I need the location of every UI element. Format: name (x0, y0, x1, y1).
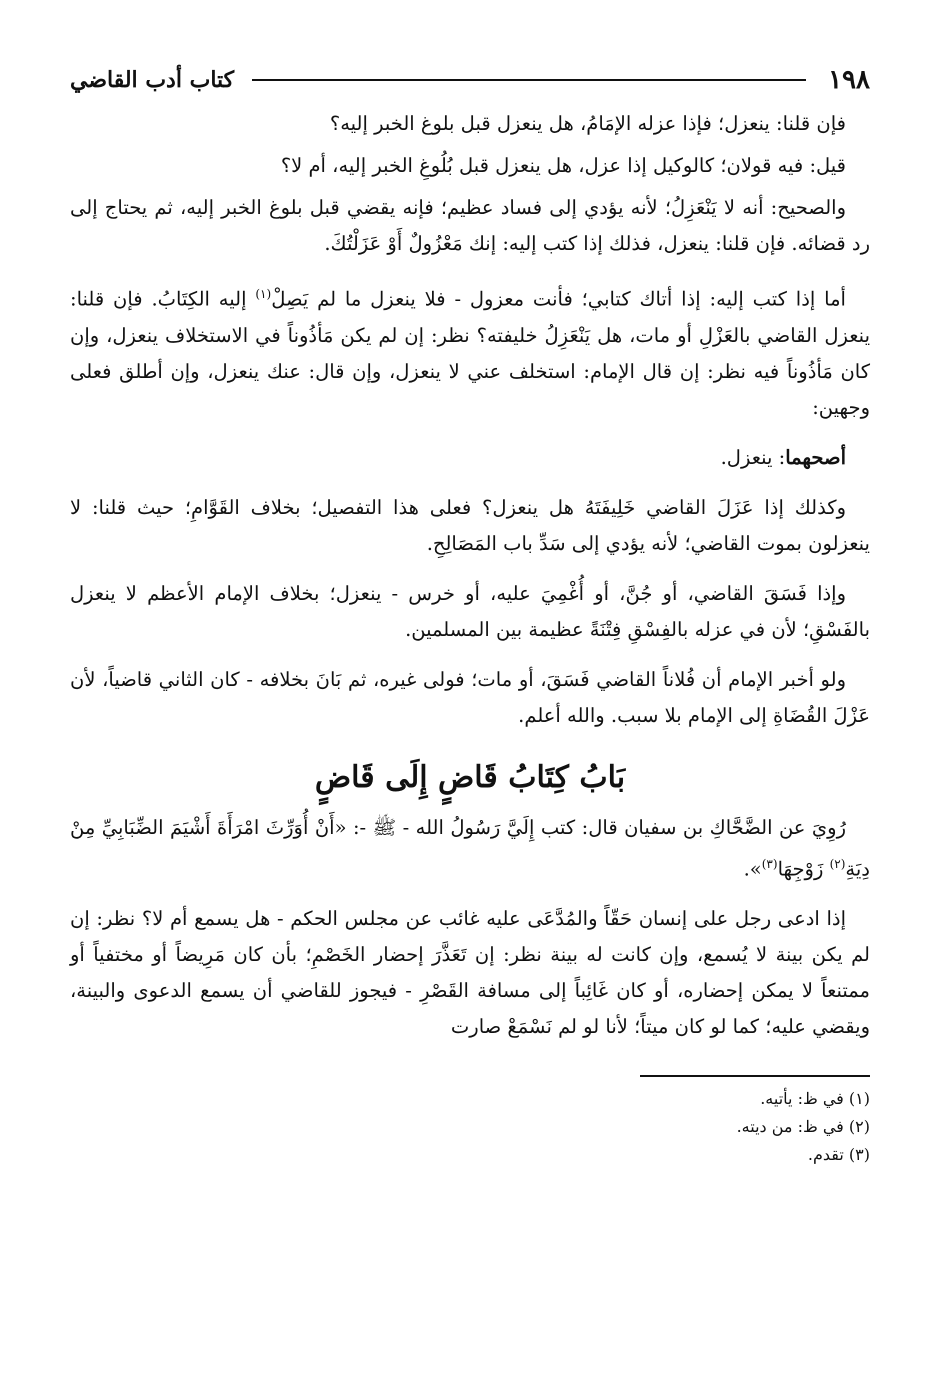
paragraph: فإن قلنا: ينعزل؛ فإذا عزله الإمَامُ، هل ينعزل قبل بلوغ الخبر إليه؟ (329, 112, 846, 135)
footnote: (١) في ظ: يأتيه. (760, 1089, 870, 1108)
paragraph: قيل: فيه قولان؛ كالوكيل إذا عزل، هل ينعزل قبل بُلُوغِ الخبر إليه، أم لا؟ (280, 154, 846, 177)
paragraph-text: زَوْجِهَا (777, 857, 830, 880)
paragraph-text: إليه الكِتَابُ. فإن قلنا: ينعزل القاضي بالعَزْلِ أو مات، هل يَنْعَزِلُ خليفته؟ نظر: إن لم يكن مَأذُوناً في الاستخلاف ينعزل، وإن كان مَأذُوناً فيه نظر: إن قال الإمام: استخلف عني لا ينعزل، وإن قال: عنك ينعزل، وإن أطلق فعلى وجهين: (70, 287, 870, 419)
paragraph: والصحيح: أنه لا يَنْعَزِلُ؛ لأنه يؤدي إلى فساد عظيم؛ فإنه يقضي قبل بلوغ الخبر إليه، ثم يحتاج إلى رد قضائه. فإن قلنا: ينعزل، فذلك إذا كتب إليه: إنك مَعْزُولٌ أَوْ عَزَلْتُكَ. (70, 196, 870, 255)
footnote: (٢) في ظ: من ديته. (736, 1117, 870, 1136)
footnote: (٣) تقدم. (807, 1145, 870, 1164)
paragraph-text: ». (743, 857, 762, 880)
running-book-title: كتاب أدب القاضي (70, 67, 235, 93)
paragraph (70, 810, 870, 888)
page-number: ١٩٨ (828, 65, 870, 95)
main-text (70, 106, 870, 734)
chapter-text (70, 810, 870, 1046)
paragraph: إذا ادعى رجل على إنسان حَقّاً والمُدَّعَى عليه غائب عن مجلس الحكم - هل يسمع أم لا؟ نظر: إن لم يكن بينة لا يُسمع، وإن كانت له بينة نظر: إن تَعَذَّرَ إحضار الخَصْمِ؛ بأن كان مَرِيضاً أو مختفياً أو ممتنعاً لا يمكن إحضاره، أو كان غَائِباً إلى مسافة القَصْرِ - فيجوز للقاضي أن يسمع الدعوى والبينة، ويقضي عليه؛ كما لو كان ميتاً؛ لأنا لو لم نَسْمَعْ صارت (70, 907, 870, 1038)
paragraph: وكذلك إذا عَزَلَ القاضي خَلِيفَتَهُ هل ينعزل؟ فعلى هذا التفصيل؛ بخلاف القَوَّامِ؛ حيث قلنا: لا ينعزلون بموت القاضي؛ لأنه يؤدي إلى سَدِّ باب المَصَالِحِ. (70, 495, 870, 555)
paragraph-text: أما إذا كتب إليه: إذا أتاك كتابي؛ فأنت معزول - فلا ينعزل ما لم يَصِلْ (271, 287, 846, 311)
paragraph-text: رُوِيَ عن الضَّحَّاكِ بن سفيان قال: كتب إِلَيَّ رَسُولُ الله - ﷺ -: «أَنْ أُوَرِّثَ امْرَأَةَ أَشْيَمَ الضِّبَابِيِّ مِنْ دِيَةِ (70, 815, 870, 880)
paragraph (70, 440, 870, 476)
paragraph-text: : ينعزل. (720, 445, 786, 469)
footnote-rule (640, 1075, 870, 1077)
running-header (70, 60, 870, 100)
footnote-marker: (٢) (829, 856, 846, 871)
bold-lead-word: أصحهما (785, 445, 846, 469)
paragraph (70, 276, 870, 426)
book-page (70, 60, 870, 1169)
header-rule (252, 79, 806, 81)
paragraph: ولو أخبر الإمام أن فُلاناً القاضي فَسَقَ، أو مات؛ فولى غيره، ثم بَانَ بخلافه - كان الثاني قاضياً، لأن عَزْلَ القُضَاةِ إلى الإمام بلا سبب. والله أعلم. (70, 667, 870, 727)
chapter-heading: بَابُ كِتَابُ قَاضٍ إِلَى قَاضٍ (314, 759, 626, 795)
paragraph: وإذا فَسَقَ القاضي، أو جُنَّ، أو أُغْمِيَ عليه، أو خرس - ينعزل؛ بخلاف الإمام الأعظم لا ينعزل بالفَسْقِ؛ لأن في عزله بالفِسْقِ فِتْنَةً عظيمة بين المسلمين. (70, 581, 870, 641)
footnote-marker: (١) (255, 287, 272, 301)
footnote-marker: (٣) (761, 856, 778, 871)
footnotes (70, 1085, 870, 1169)
